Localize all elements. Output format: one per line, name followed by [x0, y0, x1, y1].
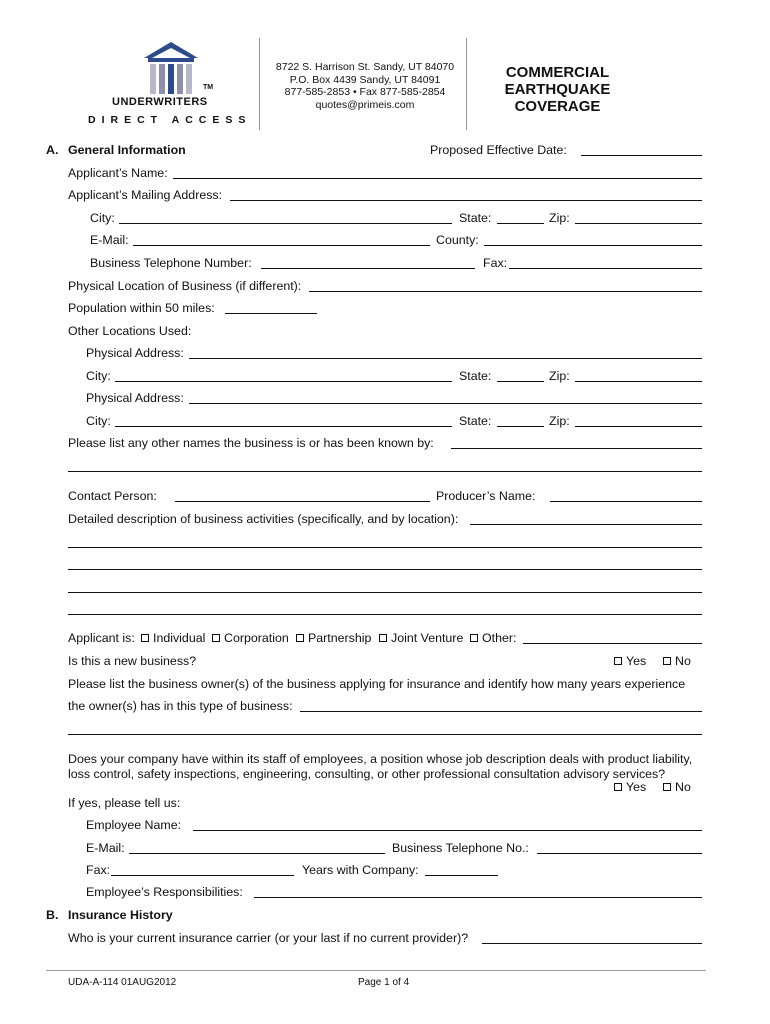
physical-address-field[interactable]	[189, 358, 702, 359]
city-label: City:	[90, 211, 115, 225]
checkbox-icon[interactable]	[470, 634, 478, 642]
entity-other-field[interactable]	[523, 643, 702, 644]
contact-person-label: Contact Person:	[68, 489, 157, 503]
city-field[interactable]	[115, 426, 452, 427]
checkbox-icon[interactable]	[614, 783, 622, 791]
header-divider-left	[259, 38, 260, 130]
address-line: 8722 S. Harrison St. Sandy, UT 84070	[275, 61, 455, 73]
state-field[interactable]	[497, 426, 544, 427]
business-description-field[interactable]	[470, 524, 702, 525]
employee-business-phone-label: Business Telephone No.:	[392, 841, 529, 855]
entity-option-partnership[interactable]: Partnership	[296, 632, 371, 644]
employee-fax-field[interactable]	[111, 875, 294, 876]
trademark-mark: TM	[203, 84, 214, 91]
state-label: State:	[459, 414, 492, 428]
state-label: State:	[459, 211, 492, 225]
employee-email-label: E-Mail:	[86, 841, 125, 855]
physical-location-label: Physical Location of Business (if different):	[68, 279, 302, 293]
fax-field[interactable]	[509, 268, 702, 269]
years-with-company-field[interactable]	[425, 875, 498, 876]
new-business-no[interactable]: No	[663, 655, 691, 667]
section-b-title: Insurance History	[68, 908, 173, 922]
business-description-line[interactable]	[68, 614, 702, 615]
business-phone-label: Business Telephone Number:	[90, 256, 252, 270]
address-line: P.O. Box 4439 Sandy, UT 84091	[289, 73, 441, 86]
email-label: E-Mail:	[90, 233, 129, 247]
proposed-date-field[interactable]	[581, 155, 702, 156]
staff-no[interactable]: No	[663, 781, 691, 793]
zip-field[interactable]	[575, 426, 702, 427]
zip-field[interactable]	[575, 381, 702, 382]
state-field[interactable]	[497, 381, 544, 382]
city-label: City:	[86, 369, 111, 383]
form-id: UDA-A-114 01AUG2012	[68, 977, 177, 988]
staff-yes[interactable]: Yes	[614, 781, 646, 793]
zip-label: Zip:	[549, 414, 570, 428]
owners-field-continued[interactable]	[68, 734, 702, 735]
owners-question-line1: Please list the business owner(s) of the business applying for insurance and identify how many years experience	[68, 677, 686, 691]
checkbox-icon[interactable]	[379, 634, 387, 642]
footer-rule	[46, 970, 706, 971]
other-names-label: Please list any other names the business is or has been known by:	[68, 436, 434, 450]
producers-name-field[interactable]	[550, 501, 702, 502]
checkbox-icon[interactable]	[141, 634, 149, 642]
mailing-address-field[interactable]	[230, 200, 702, 201]
applicant-is-label: Applicant is:	[68, 631, 135, 645]
county-label: County:	[436, 233, 479, 247]
zip-label: Zip:	[549, 211, 570, 225]
applicant-name-field[interactable]	[173, 178, 702, 179]
if-yes-label: If yes, please tell us:	[68, 796, 181, 810]
current-carrier-field[interactable]	[482, 943, 702, 944]
physical-address-label: Physical Address:	[86, 346, 184, 360]
business-phone-field[interactable]	[261, 268, 475, 269]
title-line: COVERAGE	[514, 98, 601, 115]
applicant-name-label: Applicant’s Name:	[68, 166, 168, 180]
section-a-letter: A.	[46, 143, 59, 157]
business-description-label: Detailed description of business activities (specifically, and by location):	[68, 512, 459, 526]
company-address	[270, 61, 460, 111]
physical-address-field[interactable]	[189, 403, 702, 404]
header-divider-right	[466, 38, 467, 130]
checkbox-icon[interactable]	[614, 657, 622, 665]
checkbox-icon[interactable]	[296, 634, 304, 642]
staff-question: Does your company have within its staff of employees, a position whose job description deals with product liability, loss control, safety inspections, engineering, consulting, or other professional consultation advisory services?	[68, 752, 693, 781]
other-names-field-continued[interactable]	[68, 471, 702, 472]
page-number: Page 1 of 4	[358, 977, 410, 988]
fax-label: Fax:	[483, 256, 508, 270]
employee-responsibilities-label: Employee’s Responsibilities:	[86, 885, 243, 899]
proposed-date-label: Proposed Effective Date:	[430, 143, 567, 157]
population-label: Population within 50 miles:	[68, 301, 215, 315]
logo-subname: DIRECT ACCESS	[88, 114, 252, 126]
current-carrier-label: Who is your current insurance carrier (or your last if no current provider)?	[68, 931, 469, 945]
county-field[interactable]	[484, 245, 702, 246]
checkbox-icon[interactable]	[212, 634, 220, 642]
employee-fax-label: Fax:	[86, 863, 111, 877]
pillar-building-icon	[136, 40, 206, 96]
logo-name: UNDERWRITERS	[112, 96, 208, 108]
other-names-field[interactable]	[451, 448, 702, 449]
business-description-line[interactable]	[68, 547, 702, 548]
business-description-line[interactable]	[68, 592, 702, 593]
city-field[interactable]	[115, 381, 452, 382]
checkbox-icon[interactable]	[663, 657, 671, 665]
state-label: State:	[459, 369, 492, 383]
employee-name-label: Employee Name:	[86, 818, 182, 832]
city-field[interactable]	[119, 223, 452, 224]
physical-location-field[interactable]	[309, 291, 702, 292]
entity-option-joint-venture[interactable]: Joint Venture	[379, 632, 463, 644]
employee-name-field[interactable]	[193, 830, 702, 831]
entity-option-corporation[interactable]: Corporation	[212, 632, 289, 644]
entity-option-individual[interactable]: Individual	[141, 632, 205, 644]
employee-email-field[interactable]	[129, 853, 385, 854]
contact-person-field[interactable]	[175, 501, 430, 502]
business-description-line[interactable]	[68, 569, 702, 570]
producers-name-label: Producer’s Name:	[436, 489, 536, 503]
new-business-yes[interactable]: Yes	[614, 655, 646, 667]
other-locations-label: Other Locations Used:	[68, 324, 192, 338]
title-line: EARTHQUAKE	[504, 81, 611, 98]
owners-question-line2: the owner(s) has in this type of business:	[68, 699, 293, 713]
state-field[interactable]	[497, 223, 544, 224]
section-b-letter: B.	[46, 908, 59, 922]
email-field[interactable]	[133, 245, 430, 246]
physical-address-label: Physical Address:	[86, 391, 184, 405]
employee-business-phone-field[interactable]	[537, 853, 702, 854]
checkbox-icon[interactable]	[663, 783, 671, 791]
entity-option-other[interactable]: Other:	[470, 632, 516, 644]
owners-field[interactable]	[300, 711, 702, 712]
population-field[interactable]	[225, 313, 317, 314]
zip-label: Zip:	[549, 369, 570, 383]
email-line: quotes@primeis.com	[315, 98, 415, 111]
section-a-title: General Information	[68, 143, 186, 157]
mailing-address-label: Applicant’s Mailing Address:	[68, 188, 223, 202]
form-title	[480, 64, 635, 115]
years-with-company-label: Years with Company:	[302, 863, 419, 877]
phone-fax-line: 877-585-2853 • Fax 877-585-2854	[284, 86, 446, 98]
title-line: COMMERCIAL	[505, 64, 610, 81]
city-label: City:	[86, 414, 111, 428]
new-business-label: Is this a new business?	[68, 654, 197, 668]
zip-field[interactable]	[575, 223, 702, 224]
employee-responsibilities-field[interactable]	[254, 897, 702, 898]
